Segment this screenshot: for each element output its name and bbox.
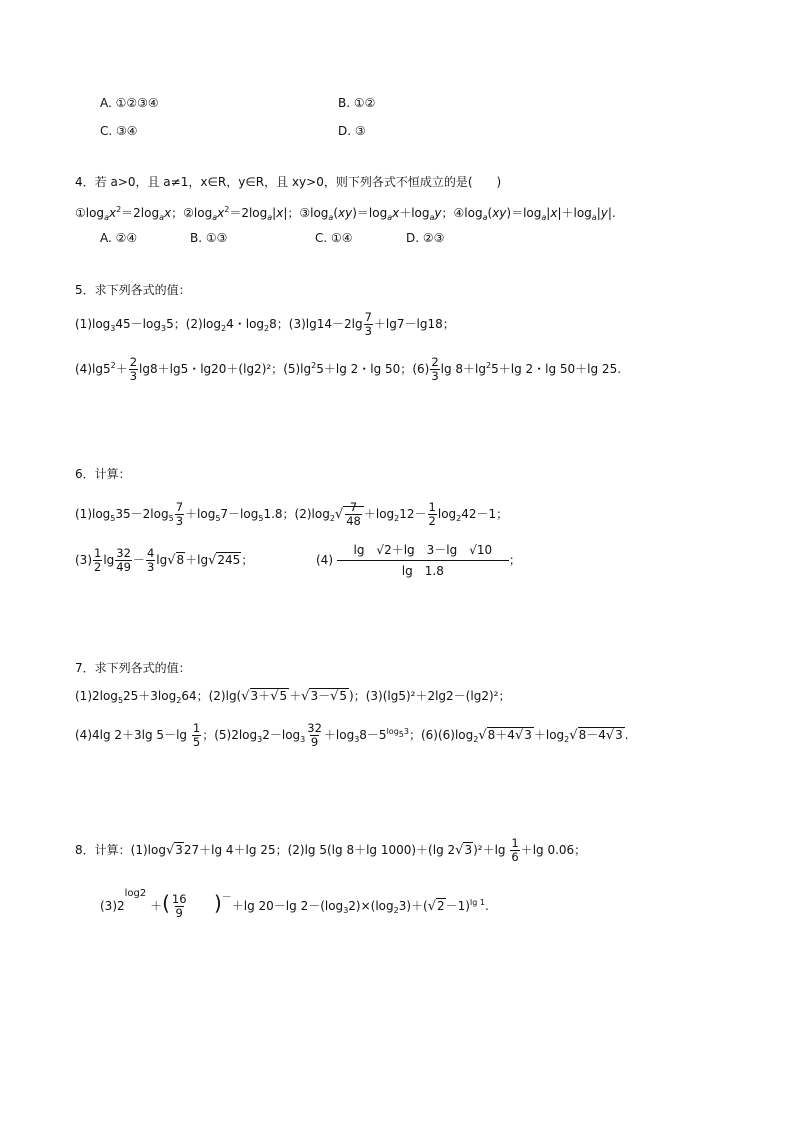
- q6-line-2: (3) $\frac{1}{2}$ lg $\frac{32}{49}$ － $\frac{4}{3}$ lg√8＋lg√245；: [75, 545, 254, 574]
- q4-stmt-2: $②\log_ax^2=2\log_a|x|$；: [183, 205, 300, 222]
- q4-option-d: D. ②③: [406, 231, 445, 245]
- q3-option-b: B. ①②: [338, 96, 376, 110]
- q6-line-1: $(1)\log_535-2\log_5$ $\frac{7}{3}$ $+\log_57-\log_51.8$；$(2)\log_2√$ $\frac{7}{48}$ $+\log_212-$ $\frac{1}{2}$ $\log_242-1$；: [75, 499, 509, 528]
- q5-line-1: $(1)\log_345-\log_35$；$(2)\log_24$・$\log_28$；(3)lg14－2lg $\frac{7}{3}$ ＋lg7－lg18；: [75, 309, 455, 338]
- q4-stem: 4．若 a>0，且 a≠1，x∈R，y∈R，且 xy>0，则下列各式不恒成立的是( ): [75, 175, 502, 189]
- q3-option-c: C. ③④: [100, 124, 138, 138]
- q7-line-1: $(1)2\log_525+3\log_264$；(2)lg(√3＋√5 ＋√3－√5 )；(3)(lg5)²＋2lg2－(lg2)²；: [75, 689, 511, 705]
- q4-option-b: B. ①③: [190, 231, 228, 245]
- q5-line-2: $(4)\lg 5^2+$ $\frac{2}{3}$ lg8＋lg5・lg20＋(lg2)²；$(5)\lg^25+\lg$ 2・lg 50；(6) $\frac{2}{3}$ $\lg 8+\lg^25+\lg$ 2・lg 50＋lg 25.: [75, 354, 622, 383]
- q4-option-a: A. ②④: [100, 231, 138, 245]
- q6-stem: 6．计算：: [75, 467, 131, 481]
- q4-stmt-3: $③\log_a(xy)=\log_ax+\log_ay$；: [299, 206, 454, 222]
- q3-option-d: D. ③: [338, 124, 366, 138]
- q7-stem: 7．求下列各式的值：: [75, 661, 191, 675]
- q8-line-1: 8．计算：(1)log√327＋lg 4＋lg 25；(2)lg 5(lg 8＋lg 1000)＋(lg 2√3)²＋lg $\frac{1}{6}$ ＋lg 0.06；: [75, 835, 587, 864]
- q6-part-4-fraction: $\frac{\lg √2+\lg 3-\lg √10}{\lg 1.8}$: [337, 543, 509, 578]
- q3-option-a: A. ①②③④: [100, 96, 159, 110]
- q7-line-2: (4)4lg 2＋3lg 5－lg $\frac{1}{5}$ ；$(5)2\log_32-\log_3$ $\frac{32}{9}$ $+\log_38-5^{log_53}$；$(6)(6)\log_2√8+4√3 +\log_2√8-4√3$ .: [75, 720, 629, 749]
- q4-stmt-4: $④\log_a(xy)=\log_a|x|+\log_a|y|$.: [453, 206, 616, 222]
- q4-stmt-1: $①\log_ax^2=2\log_ax$；: [75, 205, 184, 222]
- q8-line-2: $(3)2^{log2}$ ＋( $\frac{16}{9}$ )－＋lg 20－lg $2-(\log_32)\times(\log_23)+(√2-1)^{lg 1}$.: [100, 888, 489, 920]
- q4-option-c: C. ①④: [315, 231, 353, 245]
- q4-statements: [75, 202, 616, 226]
- q5-stem: 5．求下列各式的值：: [75, 283, 191, 297]
- q6-part-4: (4) $\frac{\lg √2+\lg 3-\lg √10}{\lg 1.8}$ ；: [316, 543, 521, 578]
